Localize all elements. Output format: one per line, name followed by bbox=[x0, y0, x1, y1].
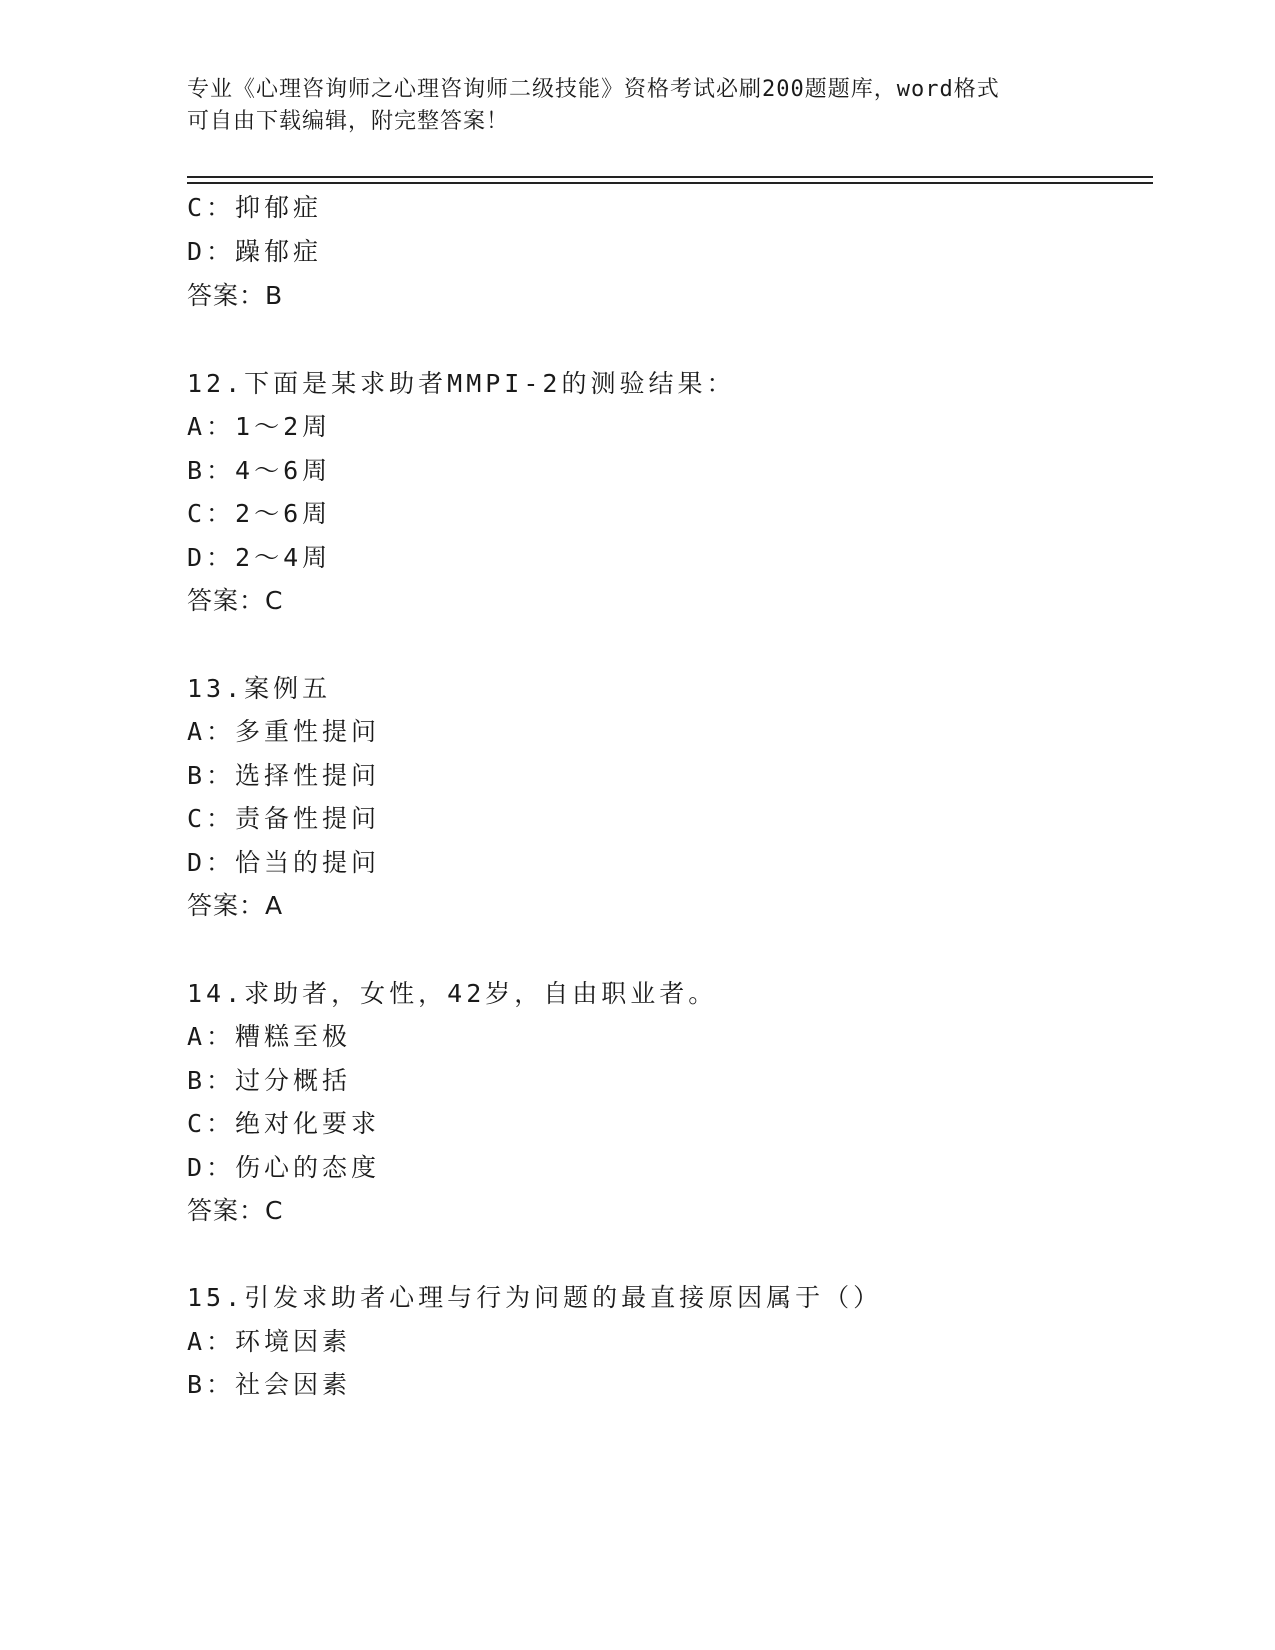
q12-option-d: D：2～4周 bbox=[187, 543, 332, 572]
q13-stem: 13.案例五 bbox=[187, 674, 332, 703]
q12-option-a: A：1～2周 bbox=[187, 412, 332, 441]
q14-option-a: A：糟糕至极 bbox=[187, 1022, 352, 1051]
q12-answer: 答案：C bbox=[187, 586, 284, 615]
q15-option-a: A：环境因素 bbox=[187, 1327, 352, 1356]
q13-option-d: D：恰当的提问 bbox=[187, 848, 381, 877]
q12-stem: 12.下面是某求助者MMPI-2的测验结果： bbox=[187, 369, 736, 398]
q14-option-b: B：过分概括 bbox=[187, 1066, 352, 1095]
header-line-2: 可自由下载编辑，附完整答案！ bbox=[187, 109, 510, 134]
q14-answer: 答案：C bbox=[187, 1196, 284, 1225]
q12-option-c: C：2～6周 bbox=[187, 499, 332, 528]
q15-option-b: B：社会因素 bbox=[187, 1370, 352, 1399]
q13-answer: 答案：A bbox=[187, 891, 284, 920]
q14-option-c: C：绝对化要求 bbox=[187, 1109, 381, 1138]
q13-option-a: A：多重性提问 bbox=[187, 717, 381, 746]
q14-stem: 14.求助者，女性，42岁，自由职业者。 bbox=[187, 979, 718, 1008]
prev-option-d: D：躁郁症 bbox=[187, 237, 323, 266]
header-rule-top bbox=[187, 176, 1153, 178]
header-line-1: 专业《心理咨询师之心理咨询师二级技能》资格考试必刷200题题库，word格式 bbox=[187, 77, 1000, 102]
q13-option-c: C：责备性提问 bbox=[187, 804, 381, 833]
header-rule-bottom bbox=[187, 182, 1153, 184]
prev-option-c: C：抑郁症 bbox=[187, 193, 323, 222]
q14-option-d: D：伤心的态度 bbox=[187, 1153, 381, 1182]
prev-answer: 答案：B bbox=[187, 281, 284, 310]
q15-stem: 15.引发求助者心理与行为问题的最直接原因属于（） bbox=[187, 1283, 883, 1312]
q12-option-b: B：4～6周 bbox=[187, 456, 332, 485]
document-header bbox=[187, 74, 1087, 138]
q13-option-b: B：选择性提问 bbox=[187, 761, 381, 790]
